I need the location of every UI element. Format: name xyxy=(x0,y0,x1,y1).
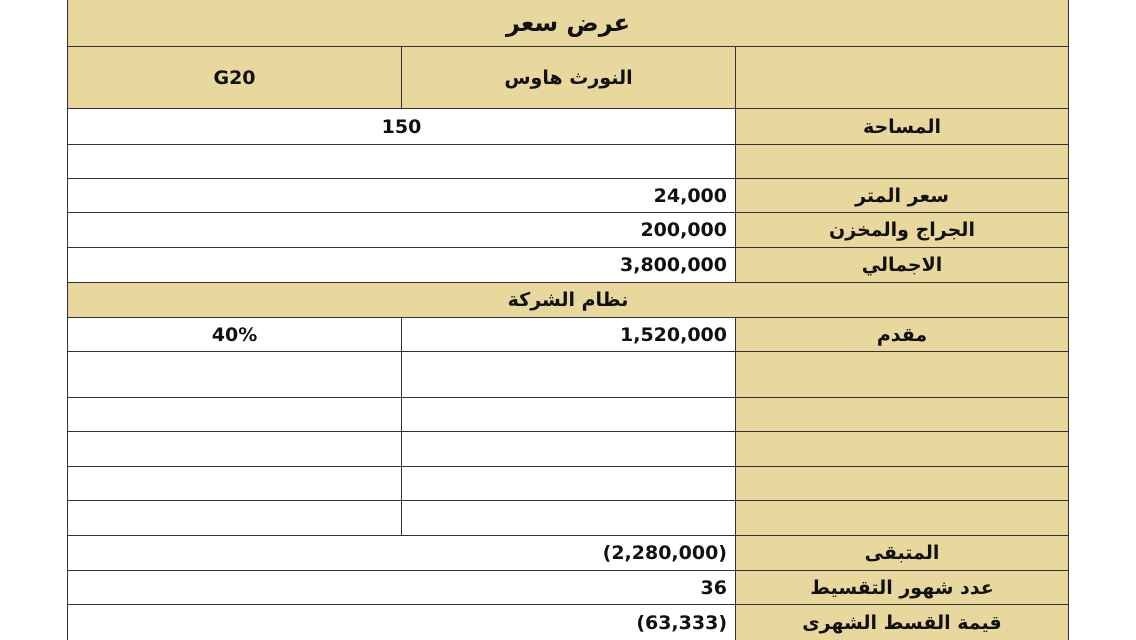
total-value: 3,800,000 xyxy=(68,248,736,282)
monthly-row xyxy=(68,605,1068,640)
empty-cell xyxy=(402,501,736,535)
empty-cell xyxy=(68,432,402,466)
company-system-row xyxy=(68,283,1068,318)
total-row xyxy=(68,248,1068,283)
empty-label xyxy=(736,432,1068,466)
company-system-heading: نظام الشركة xyxy=(68,283,1068,317)
empty-value xyxy=(68,145,736,178)
garage-label: الجراج والمخزن xyxy=(736,213,1068,247)
monthly-value: (63,333) xyxy=(68,605,736,640)
title-row xyxy=(68,0,1068,47)
remaining-value: (2,280,000) xyxy=(68,536,736,570)
area-value: 150 xyxy=(68,109,736,144)
installment-empty-row xyxy=(68,467,1068,501)
project-name: النورث هاوس xyxy=(402,47,736,108)
down-payment-percent: 40% xyxy=(68,318,402,351)
empty-cell xyxy=(68,467,402,500)
unit-code: G20 xyxy=(68,47,402,108)
down-payment-label: مقدم xyxy=(736,318,1068,351)
empty-label xyxy=(736,398,1068,431)
months-row xyxy=(68,571,1068,605)
quote-title: عرض سعر xyxy=(68,0,1068,46)
garage-row xyxy=(68,213,1068,248)
empty-cell xyxy=(68,501,402,535)
empty-cell xyxy=(68,398,402,431)
empty-cell xyxy=(68,352,402,397)
empty-label xyxy=(736,467,1068,500)
monthly-label: قيمة القسط الشهرى xyxy=(736,605,1068,640)
empty-row xyxy=(68,145,1068,179)
remaining-row xyxy=(68,536,1068,571)
garage-value: 200,000 xyxy=(68,213,736,247)
empty-label xyxy=(736,352,1068,397)
installment-empty-row xyxy=(68,432,1068,467)
empty-cell xyxy=(402,352,736,397)
header-empty-label xyxy=(736,47,1068,108)
installment-empty-row xyxy=(68,398,1068,432)
price-per-meter-row xyxy=(68,179,1068,213)
header-row xyxy=(68,47,1068,109)
months-value: 36 xyxy=(68,571,736,604)
empty-label xyxy=(736,501,1068,535)
remaining-label: المتبقى xyxy=(736,536,1068,570)
empty-cell xyxy=(402,398,736,431)
installment-empty-row xyxy=(68,352,1068,398)
down-payment-row xyxy=(68,318,1068,352)
months-label: عدد شهور التقسيط xyxy=(736,571,1068,604)
area-row xyxy=(68,109,1068,145)
total-label: الاجمالي xyxy=(736,248,1068,282)
installment-empty-row xyxy=(68,501,1068,536)
down-payment-value: 1,520,000 xyxy=(402,318,736,351)
price-per-meter-label: سعر المتر xyxy=(736,179,1068,212)
empty-label xyxy=(736,145,1068,178)
price-per-meter-value: 24,000 xyxy=(68,179,736,212)
empty-cell xyxy=(402,467,736,500)
empty-cell xyxy=(402,432,736,466)
price-quote-sheet xyxy=(67,0,1069,640)
area-label: المساحة xyxy=(736,109,1068,144)
